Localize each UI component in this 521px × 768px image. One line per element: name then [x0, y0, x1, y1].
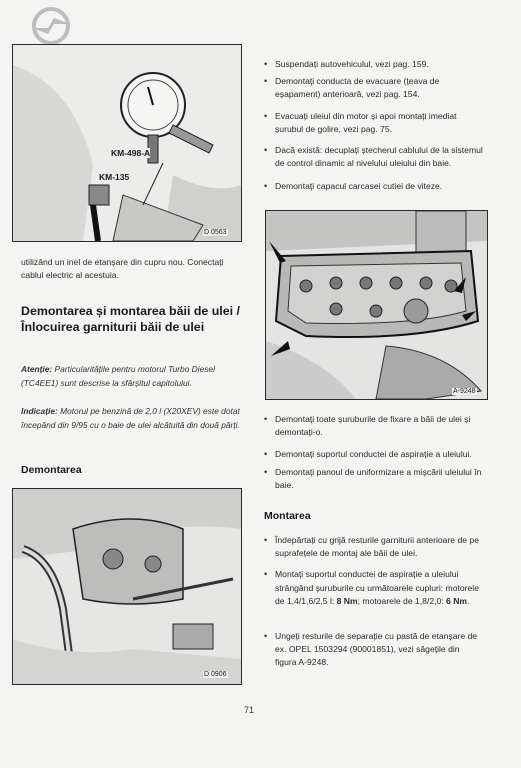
indicatie-label: Indicație:	[21, 406, 58, 416]
bullet-mid-3: • Demontați panoul de uniformizare a mișcării uleiului în baie.	[264, 467, 482, 491]
oil-pan-bolts-illustration	[266, 211, 487, 399]
atentie-note	[21, 362, 243, 390]
page-number: 71	[244, 705, 255, 715]
opel-emblem-icon	[28, 6, 74, 46]
montarea-bullet-1: • Îndepărtați cu grijă resturile garniturii anterioare de pe suprafețele de montaj ale băii de ulei.	[264, 535, 479, 559]
figure-code: A-9248	[453, 388, 476, 395]
torque-value-2: 6 Nm	[446, 596, 468, 607]
atentie-label: Atenție:	[21, 364, 53, 374]
bullet-top-3: • Evacuați uleiul din motor și apoi montați imediat șurubul de golire, vezi pag. 75.	[264, 111, 457, 135]
bullet-mid-2: • Demontați suportul conductei de aspirație a uleiului.	[264, 449, 472, 459]
figure-code: D 0563	[204, 229, 227, 236]
montarea-subtitle: Montarea	[264, 510, 311, 522]
oil-pan-underside-illustration	[13, 489, 241, 684]
indicatie-note	[21, 404, 243, 432]
torque-value-1: 8 Nm	[336, 596, 358, 607]
indicatie-text: Motorul pe benzină de 2,0 l (X20XEV) este dotat începând din 9/95 cu o baie de ulei alcătuită din două părți.	[21, 406, 240, 431]
oil-pressure-gauge-illustration	[13, 45, 241, 241]
demontarea-subtitle: Demontarea	[21, 464, 82, 476]
montarea-bullet-2: • Montați suportul conductei de aspirație a uleiului strângând șuruburile cu următoarele cupluri: motorele de 1,4/1,6/2,5 l: 8 Nm; motoarele de 1,8/2,0: 6 Nm.	[264, 569, 479, 607]
label-adapter: KM-135	[99, 172, 130, 182]
bullet-top-1: • Suspendați autovehiculul, vezi pag. 159.	[264, 59, 429, 69]
continuation-text: utilizând un inel de etanșare din cupru nou. Conectați cablul electric al acestuia.	[21, 257, 224, 281]
montarea-bullet-3: • Ungeți resturile de separație cu pastă de etanșare de ex. OPEL 1503294 (90001851), vezi săgețile din figura A-9248.	[264, 631, 478, 668]
figure-code: D 0906	[204, 671, 227, 678]
bullet-top-5: • Demontați capacul carcasei cutiei de viteze.	[264, 181, 443, 191]
figure-oil-pan-underside	[12, 488, 242, 685]
section-title: Demontarea și montarea băii de ulei / Înlocuirea garniturii băii de ulei	[21, 304, 240, 334]
bullet-top-4: • Dacă există: decuplați ștecherul cablului de la sistemul de control dinamic al nivelului uleiului din baie.	[264, 145, 483, 169]
atentie-text: Particularitățile pentru motorul Turbo Diesel (TC4EE1) sunt descrise la sfârșitul capitolului.	[21, 364, 215, 389]
bullet-top-2: • Demontați conducta de evacuare (țeava de eșapament) anterioară, vezi pag. 154.	[264, 76, 440, 100]
figure-oil-pan-bolts	[265, 210, 488, 400]
bullet-mid-1: • Demontați toate șuruburile de fixare a băii de ulei și demontați-o.	[264, 414, 471, 438]
label-gauge: KM-498-A	[111, 148, 151, 158]
figure-oil-pressure-gauge	[12, 44, 242, 242]
